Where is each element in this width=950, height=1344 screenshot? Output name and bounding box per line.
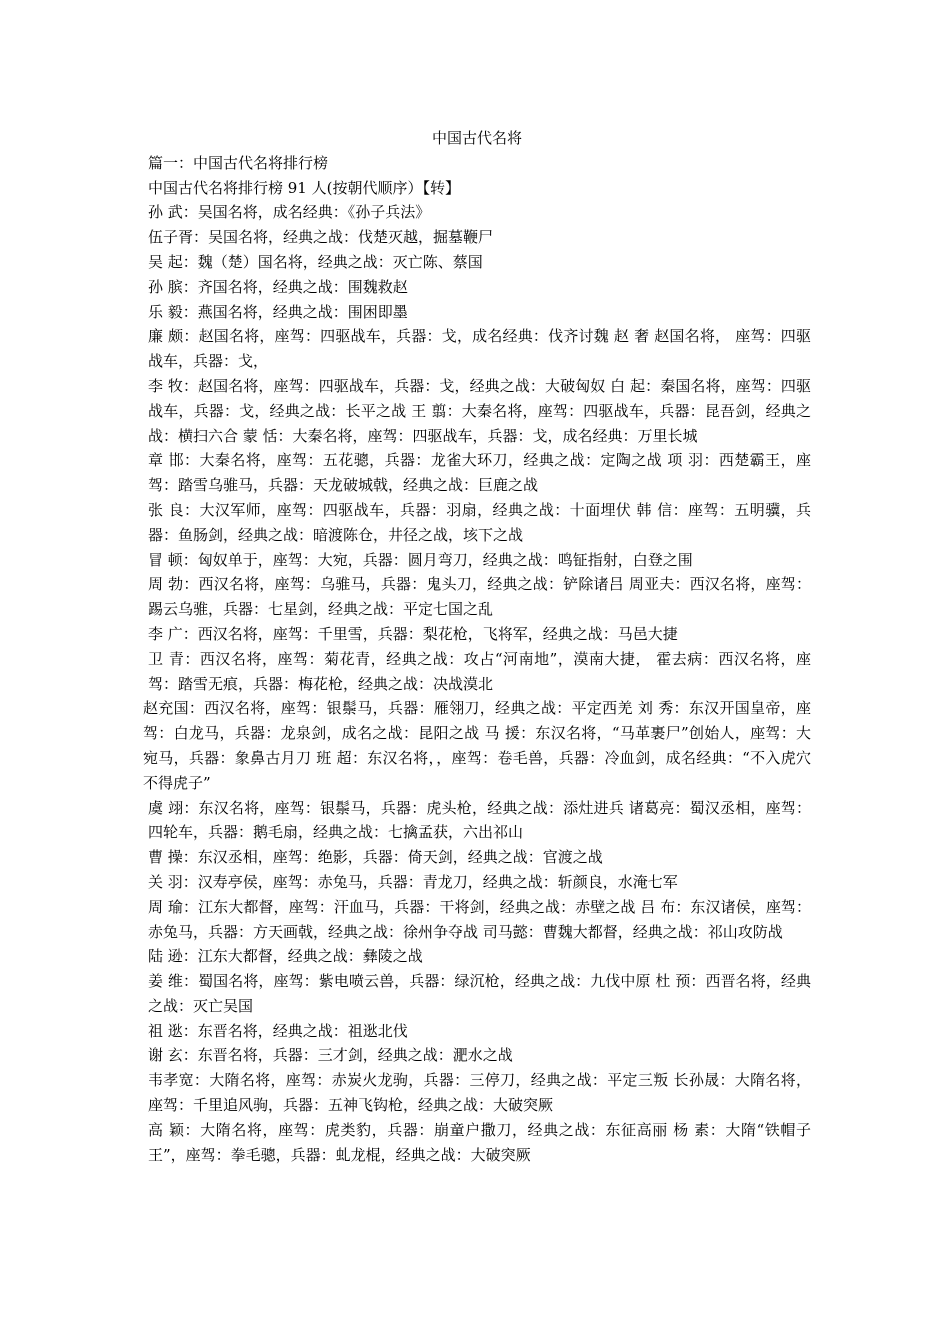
paragraph: 孙 膑：齐国名将，经典之战：围魏救赵 xyxy=(148,277,408,296)
paragraph: 周 勃：西汉名将，座驾：乌骓马，兵器：鬼头刀，经典之战：铲除诸吕 周亚夫：西汉名将，座驾：踢云乌骓，兵器：七星剑，经典之战：平定七国之乱 xyxy=(148,575,811,619)
paragraph: 李 牧：赵国名将，座驾：四驱战车，兵器：戈，经典之战：大破匈奴 白 起：秦国名将，座驾：四驱战车，兵器：戈，经典之战：长平之战 王 翦：大秦名将，座驾：四驱战车，兵器：昆吾剑，经典之战：横扫六合 蒙 恬：大秦名将，座驾：四驱战车，兵器：戈，成名经典：万里长城 xyxy=(148,376,811,445)
paragraph: 孙 武：吴国名将，成名经典：《孙子兵法》 xyxy=(148,203,431,222)
paragraph: 陆 逊：江东大都督，经典之战：彝陵之战 xyxy=(148,947,423,966)
paragraph: 曹 操：东汉丞相，座驾：绝影，兵器：倚天剑，经典之战：官渡之战 xyxy=(148,848,603,867)
document-title: 中国古代名将 xyxy=(431,129,522,147)
paragraph: 虞 翊：东汉名将，座驾：银鬃马，兵器：虎头枪，经典之战：添灶进兵 诸葛亮：蜀汉丞相，座驾：四轮车，兵器：鹅毛扇，经典之战：七擒孟获，六出祁山 xyxy=(148,798,811,842)
paragraph: 李 广：西汉名将，座驾：千里雪，兵器：梨花枪，飞将军，经典之战：马邑大捷 xyxy=(148,624,678,643)
paragraph: 韦孝宽：大隋名将，座驾：赤炭火龙驹，兵器：三停刀，经典之战：平定三叛 长孙晟：大隋名将，座驾：千里追风驹，兵器：五神飞钩枪，经典之战：大破突厥 xyxy=(148,1071,811,1115)
paragraph: 乐 毅：燕国名将，经典之战：围困即墨 xyxy=(148,302,408,321)
paragraph: 篇一：中国古代名将排行榜 xyxy=(148,153,329,172)
paragraph: 高 颖：大隋名将，座驾：虎类豹，兵器：崩童户撒刀，经典之战：东征高丽 杨 素：大隋“铁帽子王”，座驾：拳毛骢，兵器：虬龙棍，经典之战：大破突厥 xyxy=(148,1120,811,1164)
paragraph: 谢 玄：东晋名将，兵器：三才剑，经典之战：淝水之战 xyxy=(148,1046,513,1065)
paragraph: 中国古代名将排行榜 91 人(按朝代顺序）【转】 xyxy=(148,178,460,197)
paragraph: 卫 青：西汉名将，座驾：菊花青，经典之战：攻占“河南地”，漠南大捷， 霍去病：西汉名将，座驾：踏雪无痕，兵器：梅花枪，经典之战：决战漠北 xyxy=(148,649,811,693)
paragraph: 赵充国：西汉名将，座驾：银鬃马，兵器：雁翎刀，经典之战：平定西羌 刘 秀：东汉开国皇帝，座驾：白龙马，兵器：龙泉剑，成名之战：昆阳之战 马 援：东汉名将，“马革裹尸”创始人，座驾：大宛马，兵器：象鼻古月刀 班 超：东汉名将，，座驾：卷毛兽，兵器：冷血剑，成名经典：“不入虎穴不得虎子” xyxy=(143,699,811,792)
paragraph: 吴 起：魏（楚）国名将，经典之战：灭亡陈、蔡国 xyxy=(148,252,483,271)
paragraph: 冒 顿：匈奴单于，座驾：大宛，兵器：圆月弯刀，经典之战：鸣钲指射，白登之围 xyxy=(148,550,693,569)
paragraph: 张 良：大汉军师，座驾：四驱战车，兵器：羽扇，经典之战：十面埋伏 韩 信：座驾：五明骥，兵器：鱼肠剑，经典之战：暗渡陈仓，井径之战，垓下之战 xyxy=(148,500,811,544)
document-body xyxy=(143,126,811,1167)
paragraph: 姜 维：蜀国名将，座驾：紫电喷云兽，兵器：绿沉枪，经典之战：九伐中原 杜 预：西晋名将，经典之战：灭亡吴国 xyxy=(148,972,811,1015)
paragraph: 廉 颇：赵国名将，座驾：四驱战车，兵器：戈，成名经典：伐齐讨魏 赵 奢 赵国名将， 座驾：四驱战车，兵器：戈， xyxy=(148,327,811,371)
paragraph: 章 邯：大秦名将，座驾：五花骢，兵器：龙雀大环刀，经典之战：定陶之战 项 羽：西楚霸王，座驾：踏雪乌骓马，兵器：天龙破城戟，经典之战：巨鹿之战 xyxy=(148,451,811,495)
paragraph: 周 瑜：江东大都督，座驾：汗血马，兵器：干将剑，经典之战：赤壁之战 吕 布：东汉诸侯，座驾：赤兔马，兵器：方天画戟，经典之战：徐州争夺战 司马懿：曹魏大都督，经典之战：祁山攻防战 xyxy=(148,897,811,941)
paragraph: 伍子胥：吴国名将，经典之战：伐楚灭越，掘墓鞭尸 xyxy=(148,228,494,247)
paragraph: 关 羽：汉寿亭侯，座驾：赤兔马，兵器：青龙刀，经典之战：斩颜良，水淹七军 xyxy=(148,872,678,891)
paragraph: 祖 逖：东晋名将，经典之战：祖逖北伐 xyxy=(148,1021,408,1040)
